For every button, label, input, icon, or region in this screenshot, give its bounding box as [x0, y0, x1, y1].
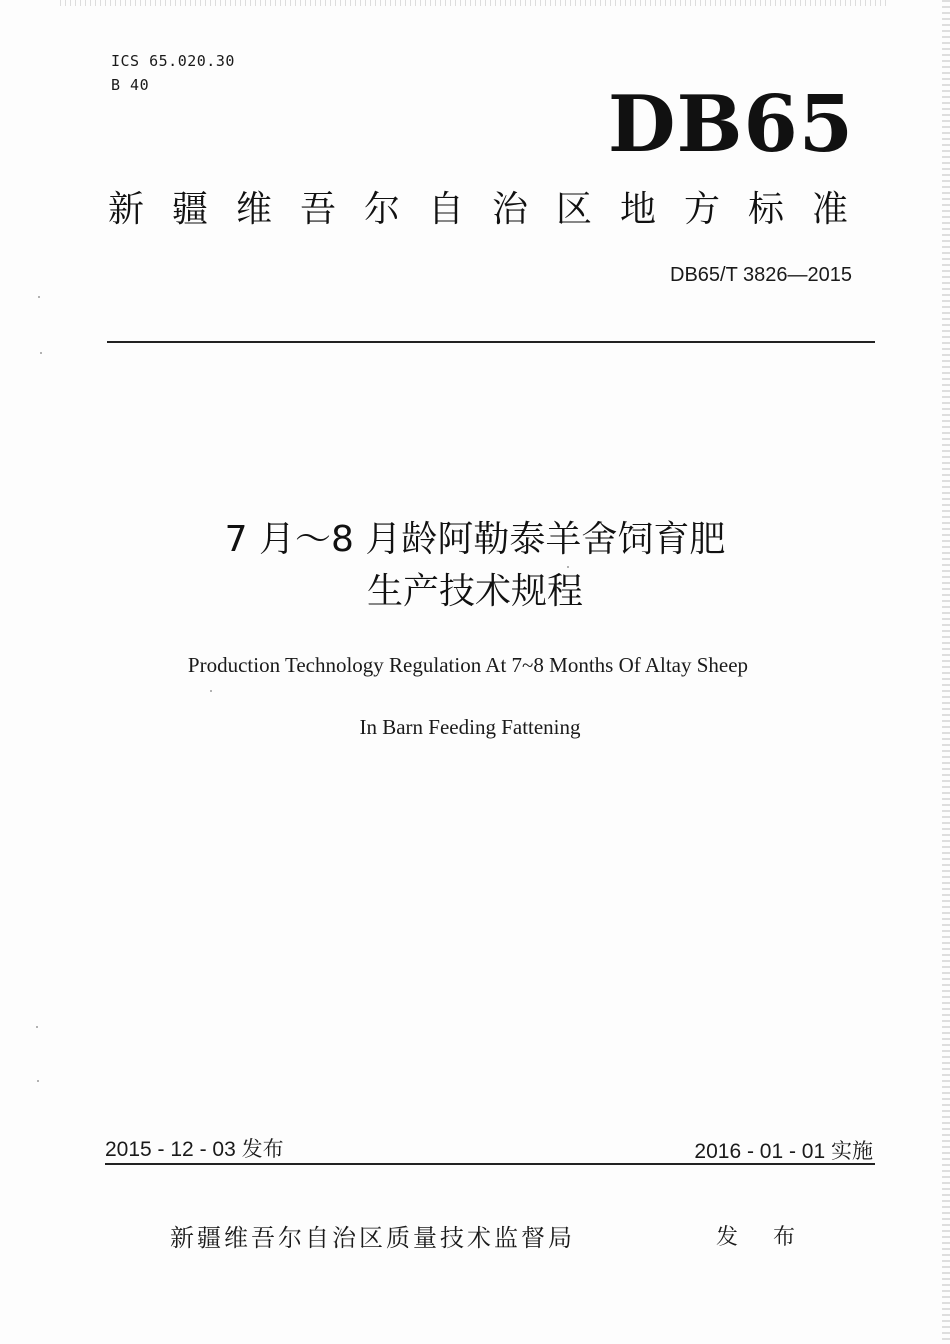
- scan-speck: [36, 1026, 38, 1028]
- standard-number: DB65/T 3826—2015: [670, 264, 852, 286]
- ccs-code: B 40: [111, 76, 150, 94]
- issuing-authority: 新疆维吾尔自治区质量技术监督局: [170, 1224, 575, 1252]
- publish-date: 2015 - 12 - 03 发布: [105, 1138, 284, 1161]
- title-chinese-line1: 7 月～8 月龄阿勒泰羊舍饲育肥: [224, 519, 726, 560]
- title-english-line1: Production Technology Regulation At 7~8 Months Of Altay Sheep: [187, 653, 749, 677]
- scan-speck: [38, 296, 40, 298]
- scan-speck: [37, 1080, 39, 1082]
- scan-speck: [40, 352, 42, 354]
- scan-top-artifact: [60, 0, 890, 6]
- scan-speck: [210, 690, 212, 692]
- ics-code: ICS 65.020.30: [111, 52, 235, 70]
- issue-label: 发 布: [716, 1225, 809, 1250]
- classification-codes: [111, 49, 235, 97]
- standard-category-title: 新疆维吾尔自治区地方标准: [108, 189, 877, 230]
- title-chinese-line2: 生产技术规程: [366, 571, 583, 612]
- title-english-line2: In Barn Feeding Fattening: [359, 715, 581, 739]
- header-divider: [107, 341, 875, 343]
- standard-logo: DB65: [607, 79, 854, 170]
- footer-divider: [105, 1163, 875, 1165]
- scan-speck: [567, 566, 569, 568]
- scan-edge-artifact: [942, 0, 950, 1344]
- effective-date: 2016 - 01 - 01 实施: [694, 1140, 873, 1163]
